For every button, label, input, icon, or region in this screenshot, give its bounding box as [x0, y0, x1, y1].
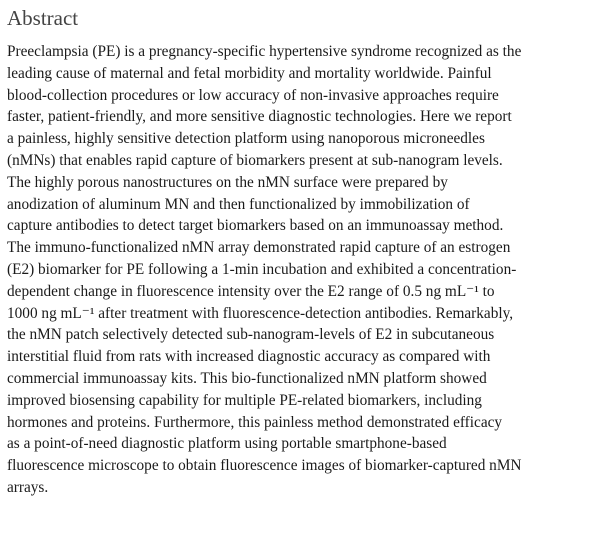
abstract-line: The immuno-functionalized nMN array demonstrated rapid capture of an estrogen — [7, 239, 511, 257]
abstract-line: interstitial fluid from rats with increased diagnostic accuracy as compared with — [7, 348, 491, 366]
abstract-line: The highly porous nanostructures on the nMN surface were prepared by — [7, 173, 448, 191]
abstract-line: dependent change in fluorescence intensity over the E2 range of 0.5 ng mL⁻¹ to — [7, 282, 495, 300]
abstract-heading: Abstract — [7, 6, 79, 30]
abstract-line: a painless, highly sensitive detection platform using nanoporous microneedles — [7, 130, 485, 148]
abstract-line: faster, patient-friendly, and more sensitive diagnostic technologies. Here we report — [7, 108, 512, 126]
abstract-line: blood-collection procedures or low accuracy of non-invasive approaches require — [7, 86, 499, 104]
abstract-line: commercial immunoassay kits. This bio-functionalized nMN platform showed — [7, 369, 487, 387]
abstract-line: (nMNs) that enables rapid capture of biomarkers present at sub-nanogram levels. — [7, 151, 503, 169]
abstract-line: Preeclampsia (PE) is a pregnancy-specific hypertensive syndrome recognized as the — [7, 43, 522, 60]
abstract-line: 1000 ng mL⁻¹ after treatment with fluorescence-detection antibodies. Remarkably, — [7, 304, 514, 322]
abstract-line: improved biosensing capability for multiple PE-related biomarkers, including — [7, 391, 482, 409]
abstract-section — [7, 4, 597, 499]
abstract-line: arrays. — [7, 478, 49, 496]
abstract-line: anodization of aluminum MN and then functionalized by immobilization of — [7, 195, 470, 213]
abstract-body — [7, 41, 597, 499]
abstract-line: fluorescence microscope to obtain fluorescence images of biomarker-captured nMN — [7, 457, 522, 475]
abstract-line: capture antibodies to detect target biomarkers based on an immunoassay method. — [7, 217, 504, 235]
abstract-line: leading cause of maternal and fetal morbidity and mortality worldwide. Painful — [7, 64, 492, 82]
abstract-line: as a point-of-need diagnostic platform using portable smartphone-based — [7, 435, 447, 453]
abstract-line: the nMN patch selectively detected sub-nanogram-levels of E2 in subcutaneous — [7, 326, 495, 344]
abstract-line: (E2) biomarker for PE following a 1-min incubation and exhibited a concentration- — [7, 260, 517, 278]
abstract-line: hormones and proteins. Furthermore, this painless method demonstrated efficacy — [7, 413, 503, 431]
